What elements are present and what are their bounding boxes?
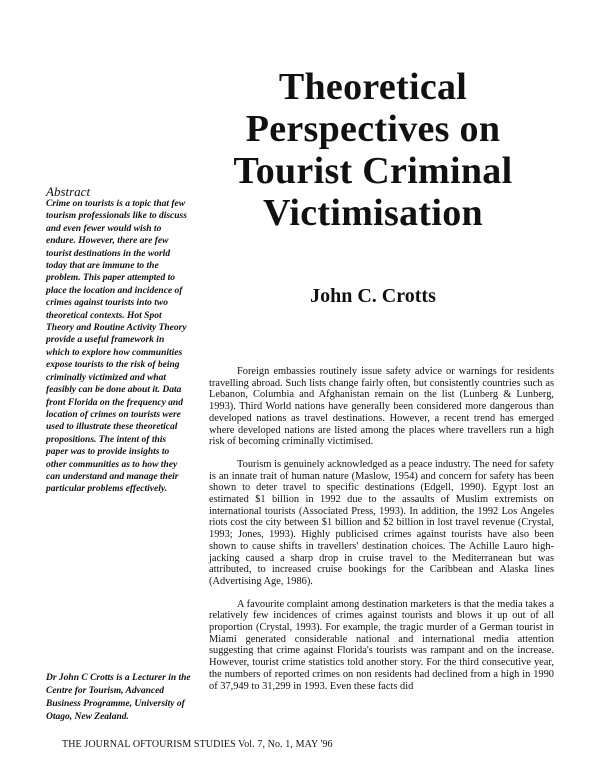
body-paragraph: A favourite complaint among destination marketers is that the media takes a relatively few incidences of crimes against tourists and blows it up out of all proportion (Crystal, 1993). For example, the tragic murder of a German tourist in Miami generated considerable national and international media attention suggesting that crime against Florida's tourists was rampant and on the increase. However, tourist crime statistics told another story. For the third consecutive year, the numbers of reported crimes on non residents had declined from a high in 1990 of 37,949 to 31,299 in 1993. Even these facts did bbox=[209, 598, 554, 692]
author-name: John C. Crotts bbox=[310, 285, 436, 307]
title-line: Perspectives on bbox=[245, 108, 501, 150]
abstract-text: Crime on tourists is a topic that few tourism professionals like to discuss and even fewer would wish to endure. However, there are few tourist destinations in the world today that are immune to the problem. This paper attempted to place the location and incidence of crimes against tourists into two theoretical contexts. Hot Spot Theory and Routine Activity Theory provide a useful framework in which to explore how communities expose tourists to the risk of being criminally victimized and what feasibly can be done about it. Data front Florida on the frequency and location of crimes on tourists were used to illustrate these theoretical propositions. The intent of this paper was to provide insights to other communities as to how they can understand and manage their particular problems effectively. bbox=[46, 199, 187, 495]
body-paragraph: Foreign embassies routinely issue safety advice or warnings for residents travelling abroad. Such lists change fairly often, but consistently countries such as Lebanon, Columbia and Afghanistan remain on the list (Lunberg & Lunberg, 1993). Third World nations have generally been considered more dangerous than developed nations as travel destinations. However, a recent trend has emerged where developed nations are listed among the places where travellers run a high risk of becoming criminally victimised. bbox=[209, 366, 554, 448]
title-line: Victimisation bbox=[263, 192, 483, 234]
author-bio: Dr John C Crotts is a Lecturer in the Centre for Tourism, Advanced Business Programme, University of Otago, New Zealand. bbox=[46, 673, 191, 722]
journal-footer: THE JOURNAL OFTOURISM STUDIES Vol. 7, No. 1, MAY '96 bbox=[62, 739, 333, 750]
title-line: Tourist Criminal bbox=[233, 150, 513, 192]
title-line: Theoretical bbox=[278, 66, 468, 108]
article-title bbox=[200, 66, 546, 234]
body-paragraph: Tourism is genuinely acknowledged as a peace industry. The need for safety is an innate trait of human nature (Maslow, 1954) and concern for safety has been shown to deter travel to specific destinations (Edgell, 1990). Egypt lost an estimated $1 billion in 1992 due to the assaults of Muslim extremists on international tourists (Associated Press, 1993). In addition, the 1992 Los Angeles riots cost the city between $1 billion and $2 billion in lost travel revenue (Crystal, 1993; Jones, 1993). Highly publicised crimes against tourists have also been shown to cause shifts in travellers' destination choices. The Achille Lauro high-jacking caused a sharp drop in cruise travel to the Mediterranean but was attributed, to increased cruise bookings for the Caribbean and Alaska lines (Advertising Age, 1986). bbox=[209, 458, 554, 587]
article-body bbox=[209, 366, 554, 703]
abstract-heading: Abstract bbox=[46, 184, 91, 199]
